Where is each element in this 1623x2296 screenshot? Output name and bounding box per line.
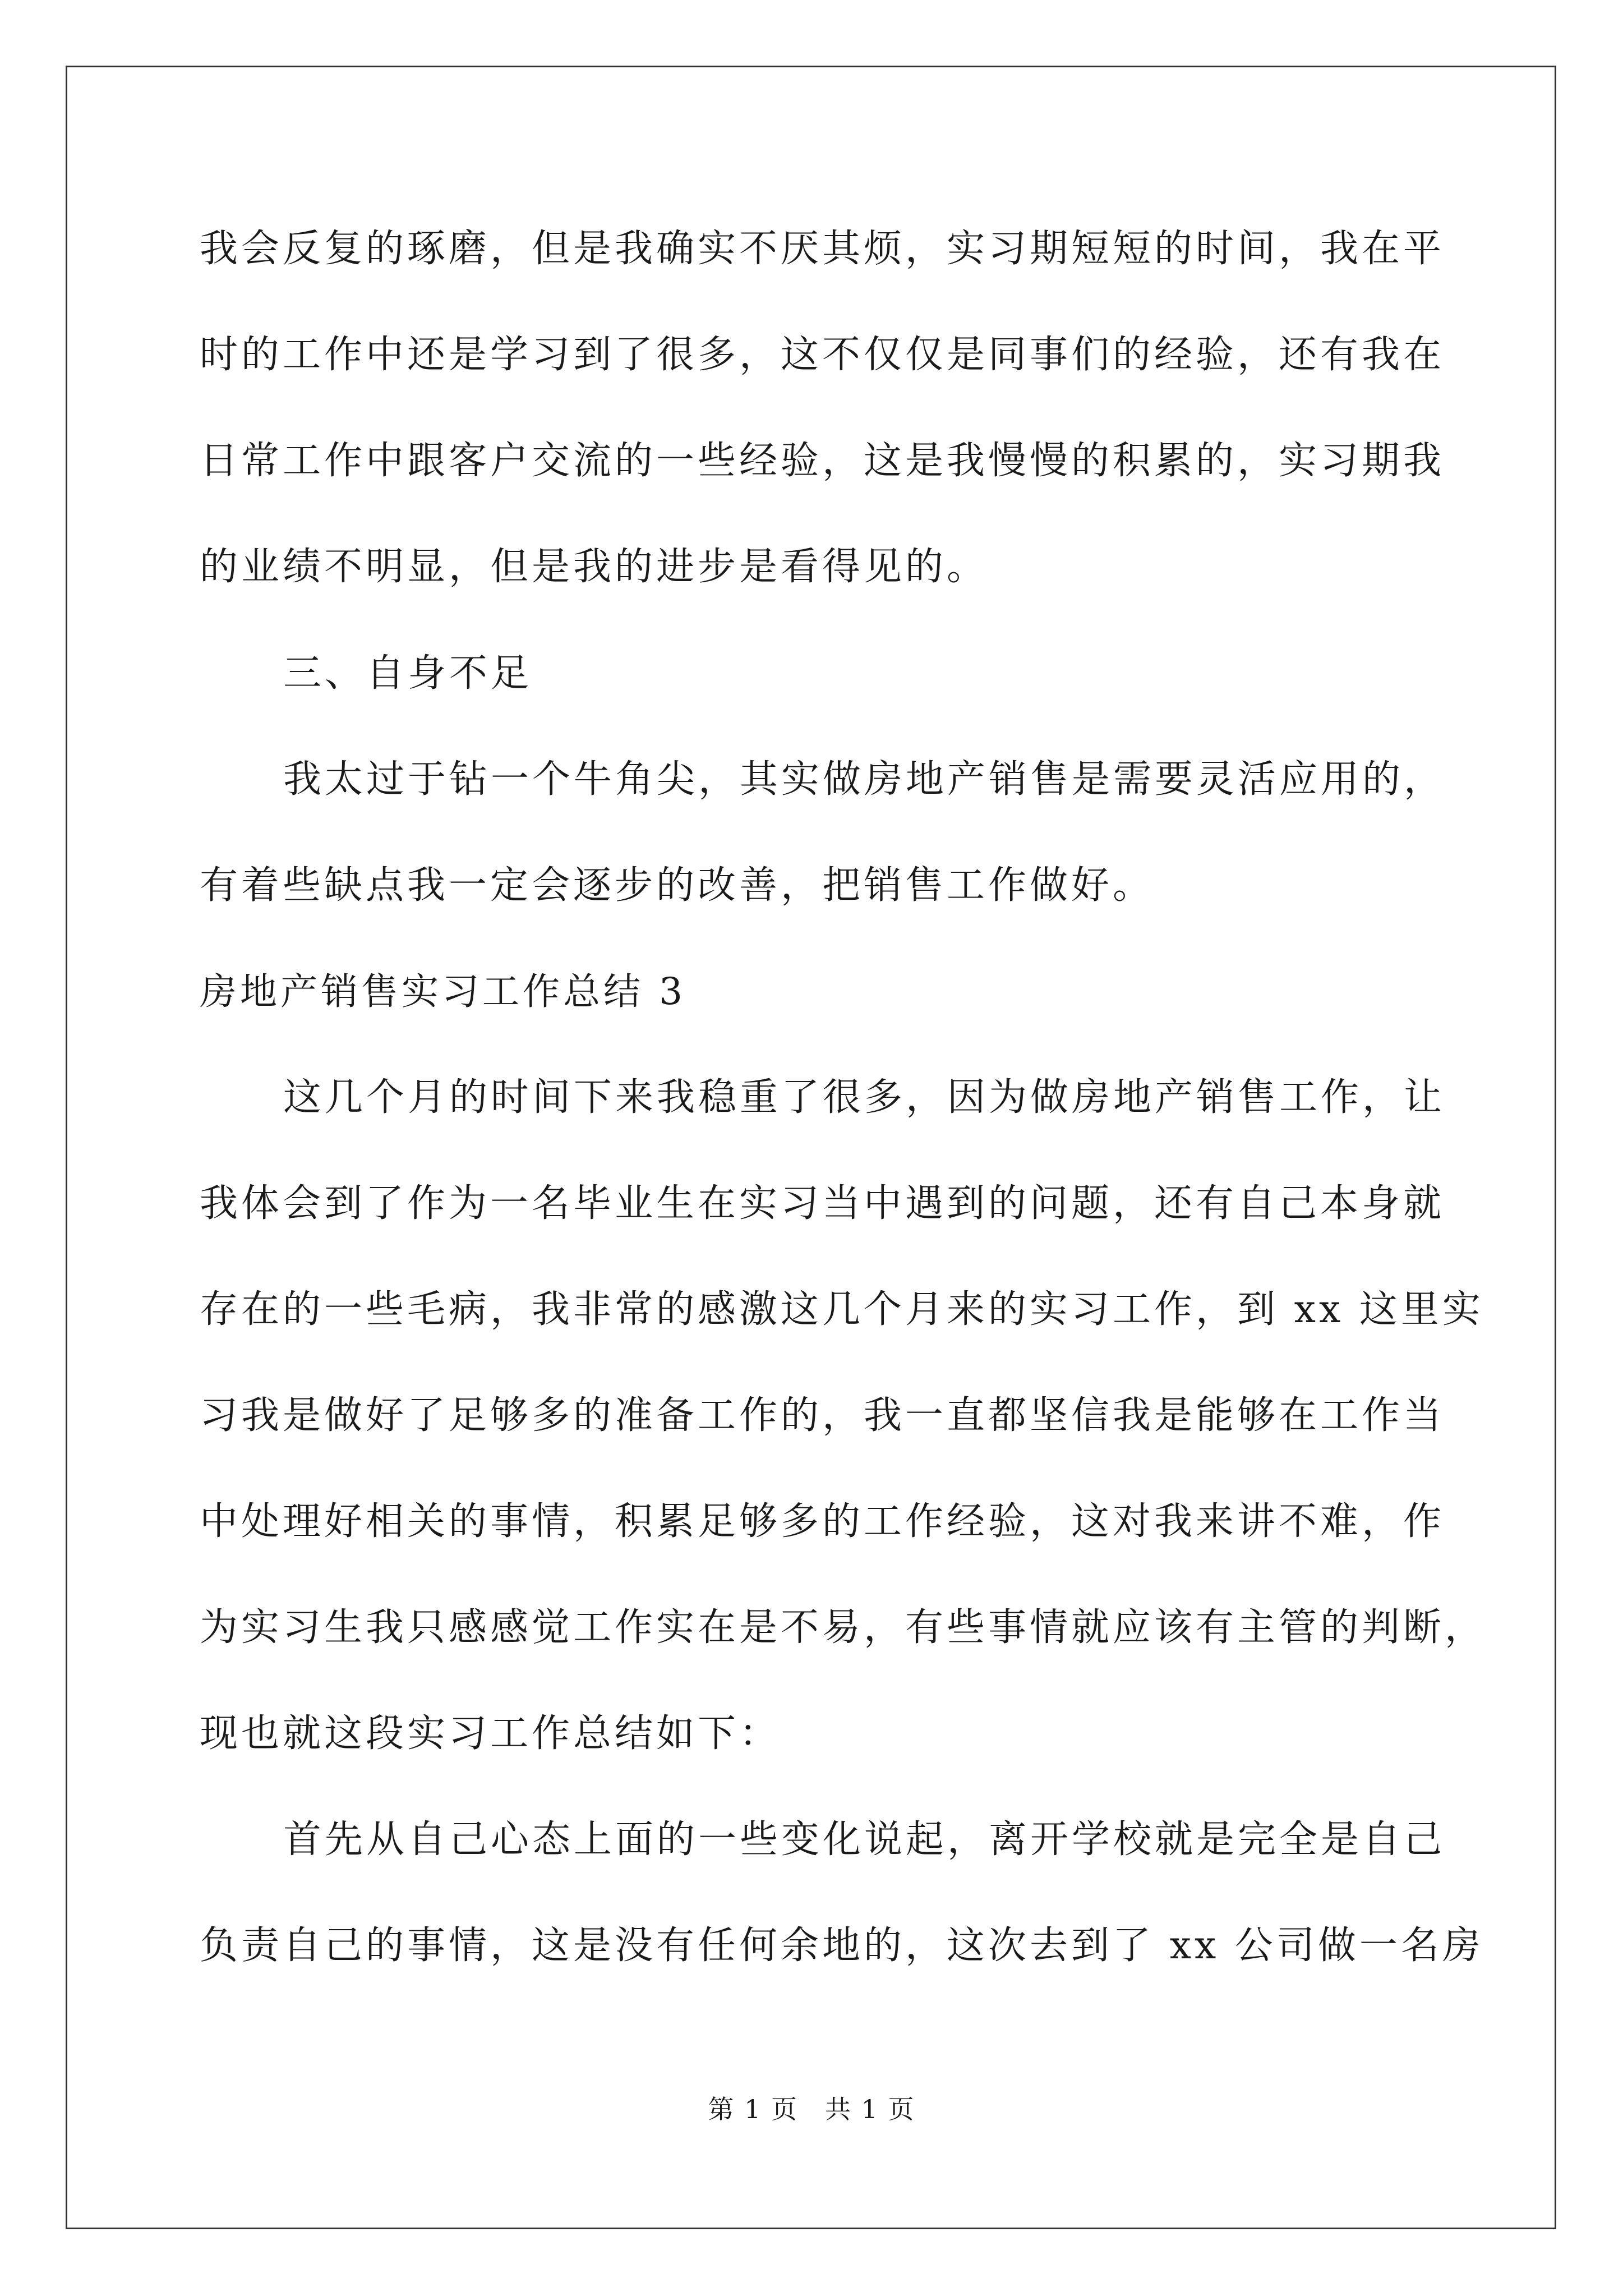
body-line-11: 中处理好相关的事情，积累足够多的工作经验，这对我来讲不难，作 [200, 1499, 1445, 1544]
page-border [66, 66, 1556, 2229]
page-footer [0, 2092, 1623, 2126]
section-title: 房地产销售实习工作总结 3 [200, 970, 686, 1013]
page-number-total: 共 1 页 [825, 2094, 915, 2124]
body-line-9: 存在的一些毛病，我非常的感激这几个月来的实习工作，到 xx 这里实 [200, 1287, 1484, 1332]
subheading-self-shortcomings: 三、自身不足 [283, 651, 533, 696]
body-line-8: 我体会到了作为一名毕业生在实习当中遇到的问题，还有自己本身就 [200, 1181, 1445, 1226]
page-number-current: 第 1 页 [708, 2094, 798, 2124]
body-line-15: 负责自己的事情，这是没有任何余地的，这次去到了 xx 公司做一名房 [200, 1924, 1484, 1968]
body-line-1: 我会反复的琢磨，但是我确实不厌其烦，实习期短短的时间，我在平 [200, 227, 1445, 271]
body-line-14: 首先从自己心态上面的一些变化说起，离开学校就是完全是自己 [283, 1818, 1446, 1862]
body-line-5: 我太过于钻一个牛角尖，其实做房地产销售是需要灵活应用的， [283, 757, 1446, 802]
body-line-13: 现也就这段实习工作总结如下： [200, 1711, 781, 1756]
body-line-12: 为实习生我只感感觉工作实在是不易，有些事情就应该有主管的判断， [200, 1605, 1487, 1650]
body-line-6: 有着些缺点我一定会逐步的改善，把销售工作做好。 [200, 863, 1155, 908]
body-line-3: 日常工作中跟客户交流的一些经验，这是我慢慢的积累的，实习期我 [200, 439, 1445, 483]
body-line-2: 时的工作中还是学习到了很多，这不仅仅是同事们的经验，还有我在 [200, 333, 1445, 377]
body-line-4: 的业绩不明显，但是我的进步是看得见的。 [200, 545, 989, 589]
body-line-7: 这几个月的时间下来我稳重了很多，因为做房地产销售工作，让 [283, 1075, 1446, 1120]
body-line-10: 习我是做好了足够多的准备工作的，我一直都坚信我是能够在工作当 [200, 1393, 1445, 1438]
